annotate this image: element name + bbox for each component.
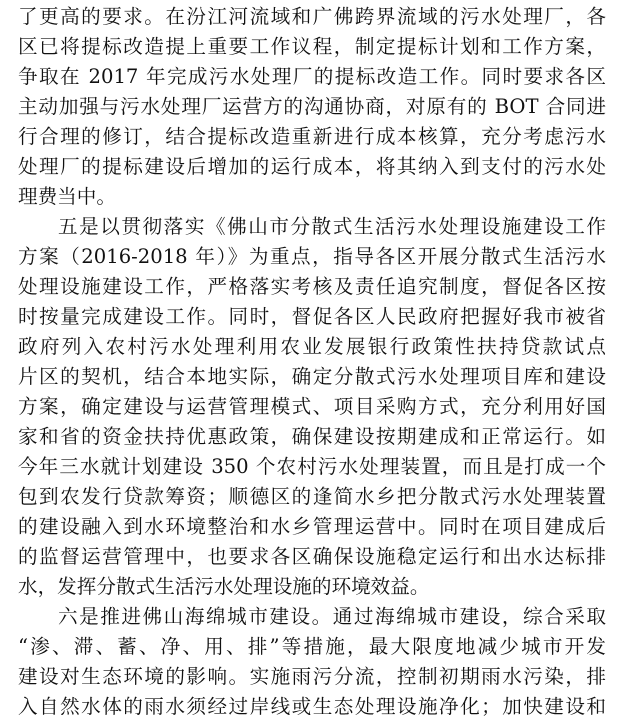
- paragraph-first-line: 五是以贯彻落实《佛山市分散式生活污水处理设施建设工作: [58, 215, 606, 238]
- text-line: 入自然水体的雨水须经过岸线或生态处理设施净化；加快建设和: [18, 695, 606, 718]
- text-line: 家和省的资金扶持优惠政策，确保建设按期建成和正常运行。如: [18, 425, 606, 448]
- text-line: 的监督运营管理中，也要求各区确保设施稳定运行和出水达标排: [18, 545, 606, 568]
- text-line: 水，发挥分散式生活污水处理设施的环境效益。: [18, 575, 430, 598]
- text-line: 了更高的要求。在汾江河流域和广佛跨界流域的污水处理厂，各: [18, 5, 606, 28]
- text-line: 时按量完成建设工作。同时，督促各区人民政府把握好我市被省: [18, 305, 606, 328]
- text-line: 的建设融入到水环境整治和水乡管理运营中。同时在项目建成后: [18, 515, 606, 538]
- text-line: 建设对生态环境的影响。实施雨污分流，控制初期雨水污染，排: [18, 665, 606, 688]
- text-line: 方案（2016-2018 年）》为重点，指导各区开展分散式生活污水: [18, 245, 606, 268]
- text-line: 包到农发行贷款筹资；顺德区的逢简水乡把分散式污水处理装置: [18, 485, 606, 508]
- text-line: 行合理的修订，结合提标改造重新进行成本核算，充分考虑污水: [18, 125, 606, 148]
- text-line: 今年三水就计划建设 350 个农村污水处理装置，而且是打成一个: [18, 455, 606, 478]
- text-line: 区已将提标改造提上重要工作议程，制定提标计划和工作方案，: [18, 35, 606, 58]
- paragraph-first-line: 六是推进佛山海绵城市建设。通过海绵城市建设，综合采取: [58, 605, 606, 628]
- text-line: 处理厂的提标建设后增加的运行成本，将其纳入到支付的污水处: [18, 155, 606, 178]
- text-line: 理费当中。: [18, 185, 116, 208]
- text-line: 政府列入农村污水处理利用农业发展银行政策性扶持贷款试点: [18, 335, 606, 358]
- text-line: 片区的契机，结合本地实际，确定分散式污水处理项目库和建设: [18, 365, 606, 388]
- text-line: “渗、滞、蓄、净、用、排”等措施，最大限度地减少城市开发: [18, 635, 606, 658]
- text-line: 争取在 2017 年完成污水处理厂的提标改造工作。同时要求各区: [18, 65, 606, 88]
- text-line: 处理设施建设工作，严格落实考核及责任追究制度，督促各区按: [18, 275, 606, 298]
- text-line: 主动加强与污水处理厂运营方的沟通协商，对原有的 BOT 合同进: [18, 95, 606, 118]
- text-line: 方案，确定建设与运营管理模式、项目采购方式，充分利用好国: [18, 395, 606, 418]
